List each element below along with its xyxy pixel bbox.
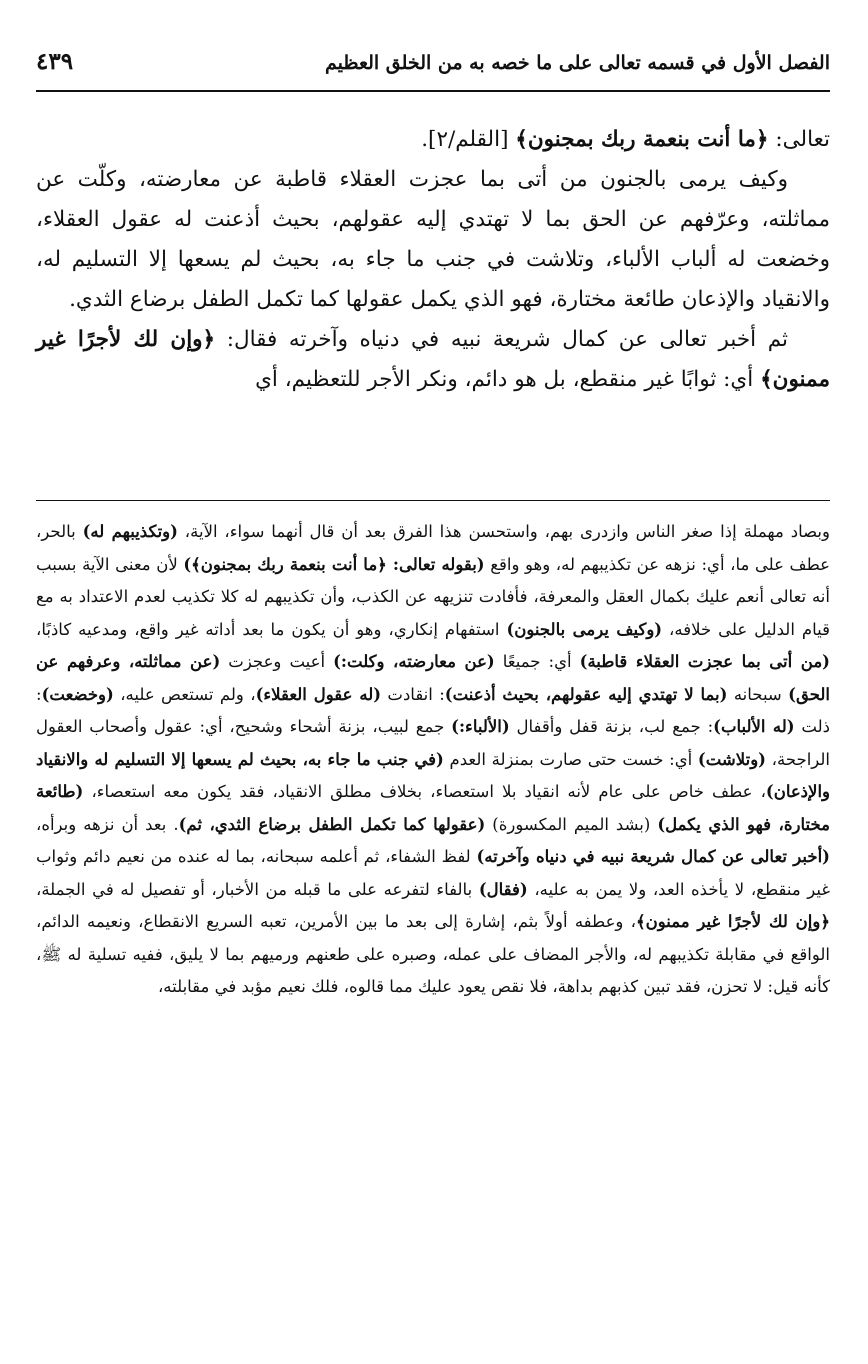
bold-text-run: (في جنب ما جاء به، بحيث لم يسعها إلا التسليم له والانقياد والإذعان) [36, 749, 830, 801]
bold-text-run: (عقولها كما تكمل الطفل برضاع الثدي، ثم) [178, 814, 486, 834]
text-run: . بعد أن نزهه وبرأه، [36, 814, 179, 834]
bold-text-run: (من أتى بما عجزت العقلاء قاطبة) [579, 652, 830, 671]
bold-text-run: ﴿وإن لك لأجرًا غير ممنون﴾ [36, 327, 830, 392]
text-run: : جمع لب، بزنة قفل وأقفال [509, 717, 714, 736]
text-run: تعالى: [768, 127, 830, 152]
footnote-separator [36, 500, 830, 501]
main-paragraph-3 [36, 320, 830, 400]
bold-text-run: (الألباء:) [451, 717, 510, 736]
bold-text-run: (بما لا تهتدي إليه عقولهم، بحيث أذعنت) [444, 684, 728, 704]
bold-text-run: (عن معارضته، وكلت:) [333, 652, 495, 671]
text-run: جمع لبيب، بزنة أشحاء وشحيح، أي: عقول وأصحاب العقول الراجحة، [36, 717, 830, 769]
text-run: ، وعطفه أولاً بثم، إشارة إلى بعد ما بين الأمرين، تعبه السريع الانقطاع، ونعيمه الدائم، الواقع في مقابلة تكذيبهم له، والأجر المضاف على عمله، وصبره على طعنهم ورميهم بما لا يليق، ففيه تسلية له ﷺ، كأنه قيل: لا تحزن، فقد تبين كذبهم بداهة، فلا نقص يعود عليك مما قالوه، فلك نعيم مؤبد في مقابلته، [36, 912, 830, 996]
bold-text-run: (وكيف يرمى بالجنون) [506, 619, 663, 639]
text-run: استفهام إنكاري، وهو أن يكون ما بعد أداته غير واقع، ومدعيه كاذبًا، [36, 619, 507, 639]
text-run: : ذلت [36, 684, 831, 736]
chapter-title: الفصل الأول في قسمه تعالى على ما خصه به من الخلق العظيم [324, 52, 830, 74]
main-paragraph-2 [36, 160, 830, 320]
text-run: (بشد الميم المكسورة) [485, 814, 658, 834]
bold-text-run: (فقال) [478, 879, 528, 899]
text-run: وبصاد مهملة إذا صغر الناس وازدرى بهم، واستحسن هذا الفرق بعد أن قال أنهما سواء، الآية، [177, 522, 830, 541]
text-run: وكيف يرمى بالجنون من أتى بما عجزت العقلاء قاطبة عن معارضته، وكلّت عن مماثلته، وعرّفهم عن الحق بما لا تهتدي إليه عقولهم، بحيث أذعنت له عقول العقلاء، وخضعت له ألباب الألباء، وتلاشت في جنب ما جاء به، بحيث لم يسعها إلا التسليم له، والانقياد والإذعان طائعة مختارة، فهو الذي يكمل عقولها كما تكمل الطفل برضاع الثدي. [36, 167, 830, 312]
text-run: لأن معنى الآية بسبب أنه تعالى أنعم عليك بكمال العقل والمعرفة، فأفادت تنزيهه عن الكذب، وأن تكذيبهم له كلا تكذيب لعدم الاعتداد به مع قيام الدليل على خلافه، [36, 554, 830, 639]
footnote-paragraph [36, 516, 830, 1004]
text-run: أعيت وعجزت [220, 652, 334, 671]
main-text [36, 120, 830, 400]
page-number: ٤٣٩ [36, 48, 74, 75]
text-run: ، ولم تستعص عليه، [113, 684, 256, 704]
bold-text-run: (له عقول العقلاء) [255, 684, 382, 704]
text-run: ، عطف خاص على عام لأنه انقياد بلا استعصاء، بخلاف مطلق الانقياد، فقد يكون معه استعصاء، [83, 782, 766, 801]
running-header [36, 46, 830, 92]
text-run: ثم أخبر تعالى عن كمال شريعة نبيه في دنياه وآخرته فقال: [215, 327, 788, 352]
bold-text-run: (له الألباب) [713, 717, 795, 736]
bold-text-run: ﴿وإن لك لأجرًا غير ممنون﴾ [635, 912, 830, 931]
text-run: [القلم/٢]. [421, 127, 516, 152]
text-run: : انقادت [381, 684, 445, 704]
bold-text-run: (وتلاشت) [697, 749, 766, 769]
text-run: أي: خست حتى صارت بمنزلة العدم [443, 749, 698, 769]
text-run: أي: ثوابًا غير منقطع، بل هو دائم، ونكر الأجر للتعظيم، أي [255, 367, 761, 392]
bold-text-run: (أخبر تعالى عن كمال شريعة نبيه في دنياه وآخرته) [476, 847, 830, 866]
bold-text-run: (عن مماثلته، وعرفهم عن الحق) [36, 652, 830, 704]
text-run: لفظ الشفاء، ثم أعلمه سبحانه، بما له عنده من نعيم دائم وثواب غير منقطع، لا يأخذه العد، ولا يمن به عليه، [36, 847, 831, 899]
text-run: سبحانه [727, 684, 789, 704]
text-run: أي: جميعًا [494, 652, 580, 671]
main-paragraph-1 [36, 120, 830, 160]
footnotes [36, 516, 830, 1004]
bold-text-run: (وتكذيبهم له) [82, 522, 178, 541]
bold-text-run: (وخضعت) [41, 684, 114, 704]
bold-text-run: (بقوله تعالى: ﴿ما أنت بنعمة ربك بمجنون﴾) [183, 554, 485, 574]
text-run: بالحر، عطف على ما، أي: نزهه عن تكذيبهم له، وهو واقع [36, 522, 831, 574]
bold-text-run: (طائعة مختارة، فهو الذي يكمل) [36, 782, 830, 834]
bold-text-run: ﴿ما أنت بنعمة ربك بمجنون﴾ [515, 127, 769, 152]
text-run: بالفاء لتفرعه على ما قبله من الأخبار، أو تفصيل له في الجملة، [36, 879, 479, 899]
